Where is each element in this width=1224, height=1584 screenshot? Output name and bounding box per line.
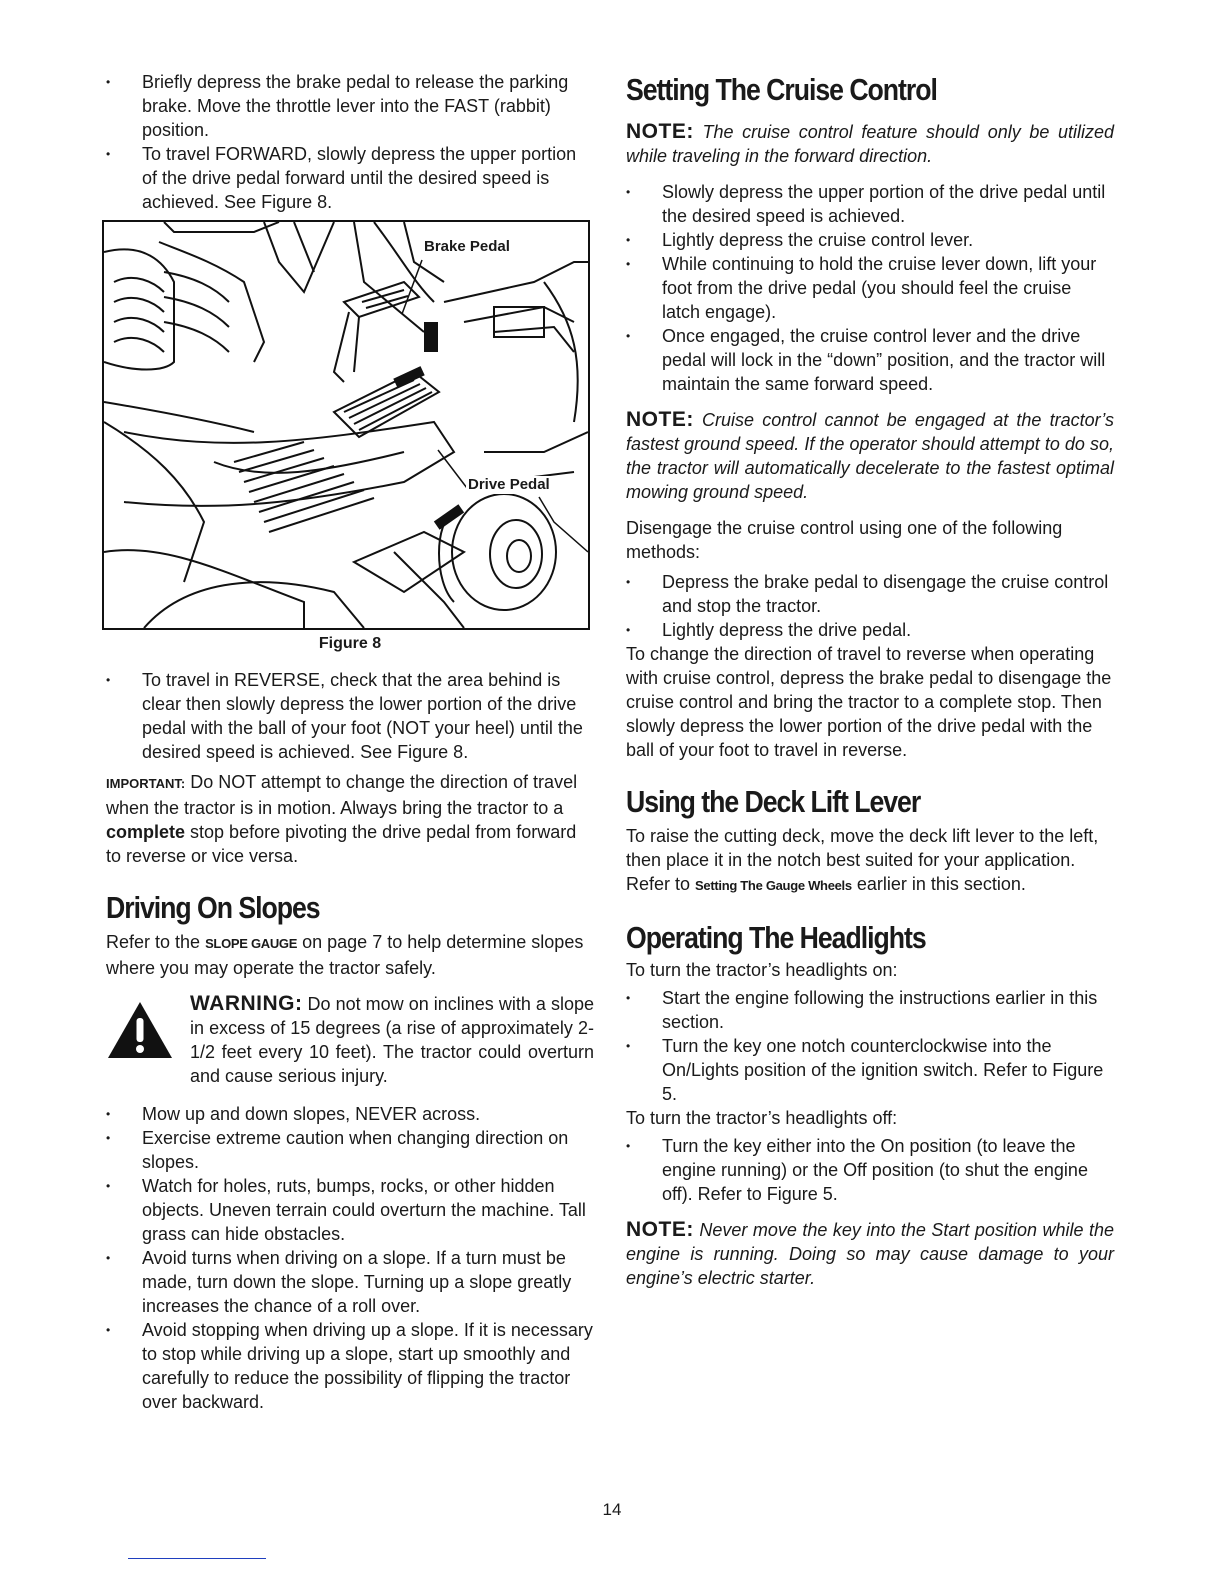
list-item: • Once engaged, the cruise control lever and the drive pedal will lock in the “down” position, and the tractor will maintain the same forward speed. [626,324,1114,396]
important-bold: complete [106,822,186,842]
brake-pedal-callout: Brake Pedal [424,238,510,255]
slopes-intro-text-2: on page 7 to help determine slopes where you may operate the tractor safely. [106,932,584,978]
page-number: 14 [602,1500,622,1519]
important-paragraph [106,770,594,868]
list-item: • Briefly depress the brake pedal to release the parking brake. Move the throttle lever into the FAST (rabbit) position. [106,70,594,142]
list-item: • To travel FORWARD, slowly depress the upper portion of the drive pedal forward until the desired speed is achieved. See Figure 8. [106,142,594,214]
disengage-intro: Disengage the cruise control using one of the following methods: [626,518,1063,562]
slope-gauge-reference: SLOPE GAUGE [205,936,298,951]
headlights-note [626,1218,1114,1290]
cruise-note-2 [626,408,1114,504]
left-column [106,70,594,1414]
section-heading-driving-on-slopes: Driving On Slopes [106,890,320,925]
drive-pedal-callout: Drive Pedal [468,476,550,493]
list-item: • Lightly depress the drive pedal. [626,618,1114,642]
note-label: NOTE: [626,408,694,431]
slopes-bullet-list [106,1102,594,1414]
intro-bullet-list [106,70,594,214]
warning-text: Do not mow on inclines with a slope in excess of 15 degrees (a rise of approximately 2-1/2 feet every 10 feet). The tractor could overturn and cause serious injury. [190,994,594,1086]
important-label: IMPORTANT: [106,776,186,791]
warning-triangle-icon [106,1000,174,1060]
disengage-bullet-list [626,570,1114,642]
headlights-on-bullet-list [626,986,1114,1106]
note-text: Never move the key into the Start position while the engine is running. Doing so may cause damage to your engine’s electric starter. [626,1220,1114,1288]
section-heading-cruise-control: Setting The Cruise Control [626,72,937,107]
cruise-reverse-paragraph: To change the direction of travel to reverse when operating with cruise control, depress the brake pedal to disengage the cruise control and bring the tractor to a complete stop. Then slowly depress the lower portion of the drive pedal with the ball of your foot to travel in reverse. [626,644,1112,760]
figure-caption: Figure 8 [318,635,382,652]
list-item: • Watch for holes, ruts, bumps, rocks, or other hidden objects. Uneven terrain could overturn the machine. Tall grass can hide obstacles. [106,1174,594,1246]
tractor-pedals-drawing [104,222,588,628]
deck-paragraph [626,824,1114,898]
deck-text-2: earlier in this section. [851,874,1026,894]
footer-rule [128,1558,266,1559]
slopes-intro-text: Refer to the [106,932,206,952]
slopes-intro [106,930,594,980]
note-label: NOTE: [626,1218,694,1241]
note-label: NOTE: [626,120,694,143]
list-item: • Mow up and down slopes, NEVER across. [106,1102,594,1126]
section-heading-headlights: Operating The Headlights [626,920,926,955]
list-item: • Turn the key either into the On position (to leave the engine running) or the Off position (to shut the engine off). Refer to Figure 5. [626,1134,1114,1206]
gauge-wheels-reference: Setting The Gauge Wheels [695,878,852,893]
headlights-off-intro: To turn the tractor’s headlights off: [626,1108,898,1128]
list-item: • Exercise extreme caution when changing direction on slopes. [106,1126,594,1174]
list-item: • Start the engine following the instructions earlier in this section. [626,986,1114,1034]
important-text-1: Do NOT attempt to change the direction of travel when the tractor is in motion. Always bring the tractor to a [106,772,578,818]
reverse-bullet-list [106,668,594,764]
list-item: • Turn the key one notch counterclockwise into the On/Lights position of the ignition switch. Refer to Figure 5. [626,1034,1114,1106]
warning-block [106,992,594,1088]
note-text: Cruise control cannot be engaged at the tractor’s fastest ground speed. If the operator should attempt to do so, the tractor will automatically decelerate to the fastest optimal mowing ground speed. [626,410,1114,502]
list-item: • Avoid turns when driving on a slope. If a turn must be made, turn down the slope. Turning up a slope greatly increases the chance of a roll over. [106,1246,594,1318]
cruise-note-1 [626,120,1114,168]
headlights-off-bullet-list [626,1134,1114,1206]
list-item: • While continuing to hold the cruise lever down, lift your foot from the drive pedal (you should feel the cruise latch engage). [626,252,1114,324]
list-item: • Depress the brake pedal to disengage the cruise control and stop the tractor. [626,570,1114,618]
important-text-2: stop before pivoting the drive pedal from forward to reverse or vice versa. [106,822,577,866]
warning-label: WARNING: [190,992,303,1015]
section-heading-deck-lift-lever: Using the Deck Lift Lever [626,784,921,819]
list-item: • Slowly depress the upper portion of the drive pedal until the desired speed is achieved. [626,180,1114,228]
headlights-on-intro: To turn the tractor’s headlights on: [626,960,898,980]
right-column [626,70,1114,1290]
list-item: • To travel in REVERSE, check that the area behind is clear then slowly depress the lower portion of the drive pedal with the ball of your foot (NOT your heel) until the desired speed is achieved. See Figure 8. [106,668,594,764]
deck-text: To raise the cutting deck, move the deck lift lever to the left, then place it in the notch best suited for your application. Refer to [626,826,1099,894]
list-item: • Lightly depress the cruise control lever. [626,228,1114,252]
figure-8-illustration [102,220,590,630]
cruise-bullet-list [626,180,1114,396]
list-item: • Avoid stopping when driving up a slope. If it is necessary to stop while driving up a slope, start up smoothly and carefully to reduce the possibility of flipping the tractor over backward. [106,1318,594,1414]
note-text: The cruise control feature should only be utilized while traveling in the forward direction. [626,122,1114,166]
